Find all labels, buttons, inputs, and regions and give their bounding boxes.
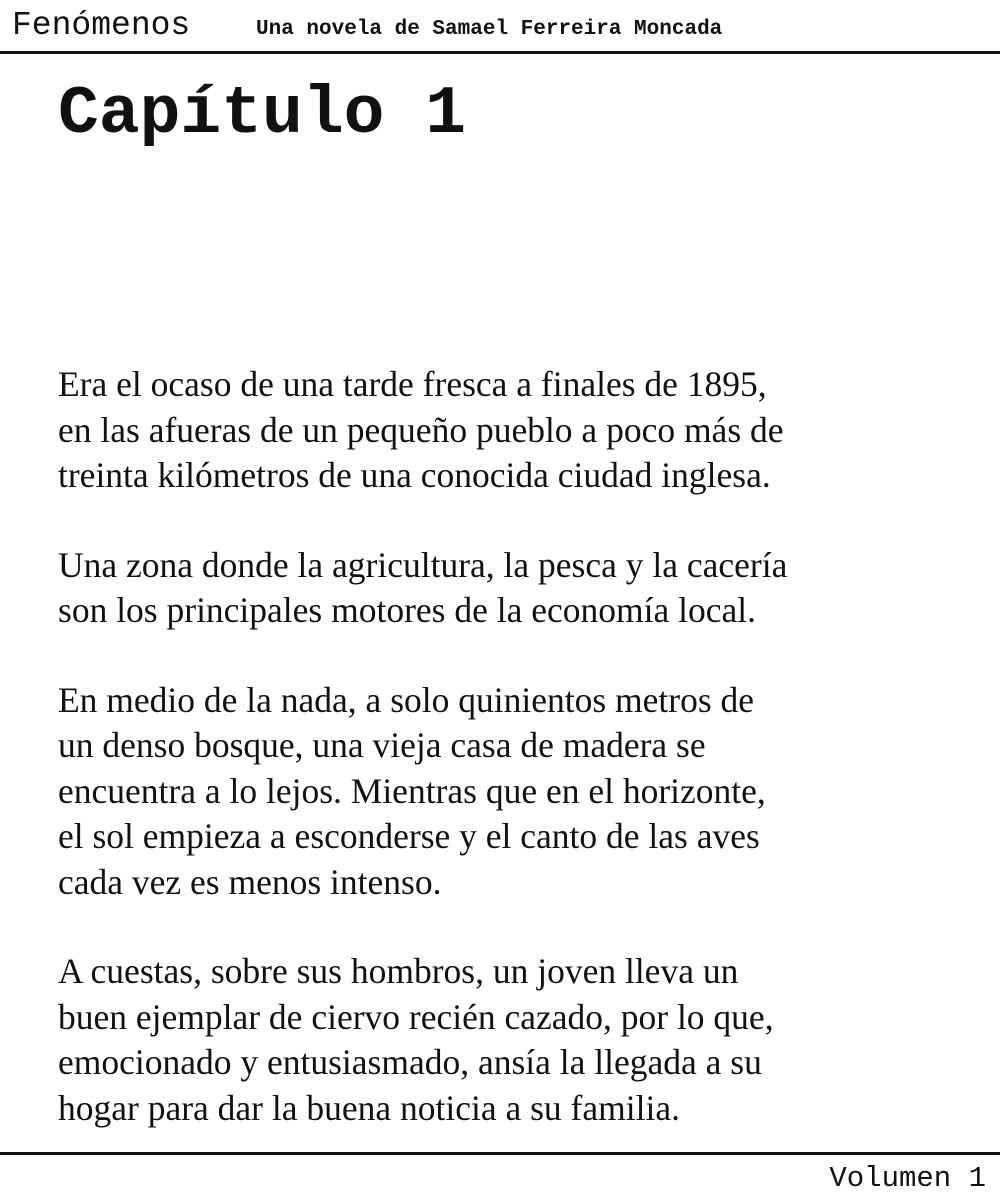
book-title: Fenómenos (12, 7, 191, 44)
text-line: un denso bosque, una vieja casa de madera se (58, 725, 706, 765)
text-line: son los principales motores de la economía local. (58, 590, 756, 630)
volume-label: Volumen 1 (829, 1162, 986, 1195)
text-line: treinta kilómetros de una conocida ciudad inglesa. (58, 455, 771, 495)
text-line: hogar para dar la buena noticia a su familia. (58, 1087, 680, 1128)
text-line: Era el ocaso de una tarde fresca a finales de 1895, (58, 364, 767, 404)
paragraph-3 (58, 678, 978, 906)
text-line: buen ejemplar de ciervo recién cazado, por lo que, (58, 996, 774, 1037)
text-line: emocionado y entusiasmado, ansía la llegada a su (58, 1042, 762, 1082)
page-footer (0, 1152, 1000, 1200)
paragraph-4 (58, 949, 978, 1131)
text-line: A cuestas, sobre sus hombros, un joven lleva un (58, 951, 739, 991)
text-line: Una zona donde la agricultura, la pesca y la cacería (58, 544, 788, 585)
text-line: En medio de la nada, a solo quinientos metros de (58, 679, 755, 720)
text-line: encuentra a lo lejos. Mientras que en el horizonte, (58, 770, 766, 811)
chapter-body (58, 362, 978, 1175)
text-line: en las afueras de un pequeño pueblo a poco más de (58, 409, 784, 450)
text-line: cada vez es menos intenso. (58, 861, 442, 902)
paragraph-2 (58, 543, 978, 634)
page-header (0, 0, 1000, 54)
book-subtitle: Una novela de Samael Ferreira Moncada (256, 18, 723, 41)
paragraph-1 (58, 362, 978, 499)
chapter-title: Capítulo 1 (58, 76, 467, 153)
text-line: el sol empieza a esconderse y el canto de las aves (58, 816, 760, 856)
